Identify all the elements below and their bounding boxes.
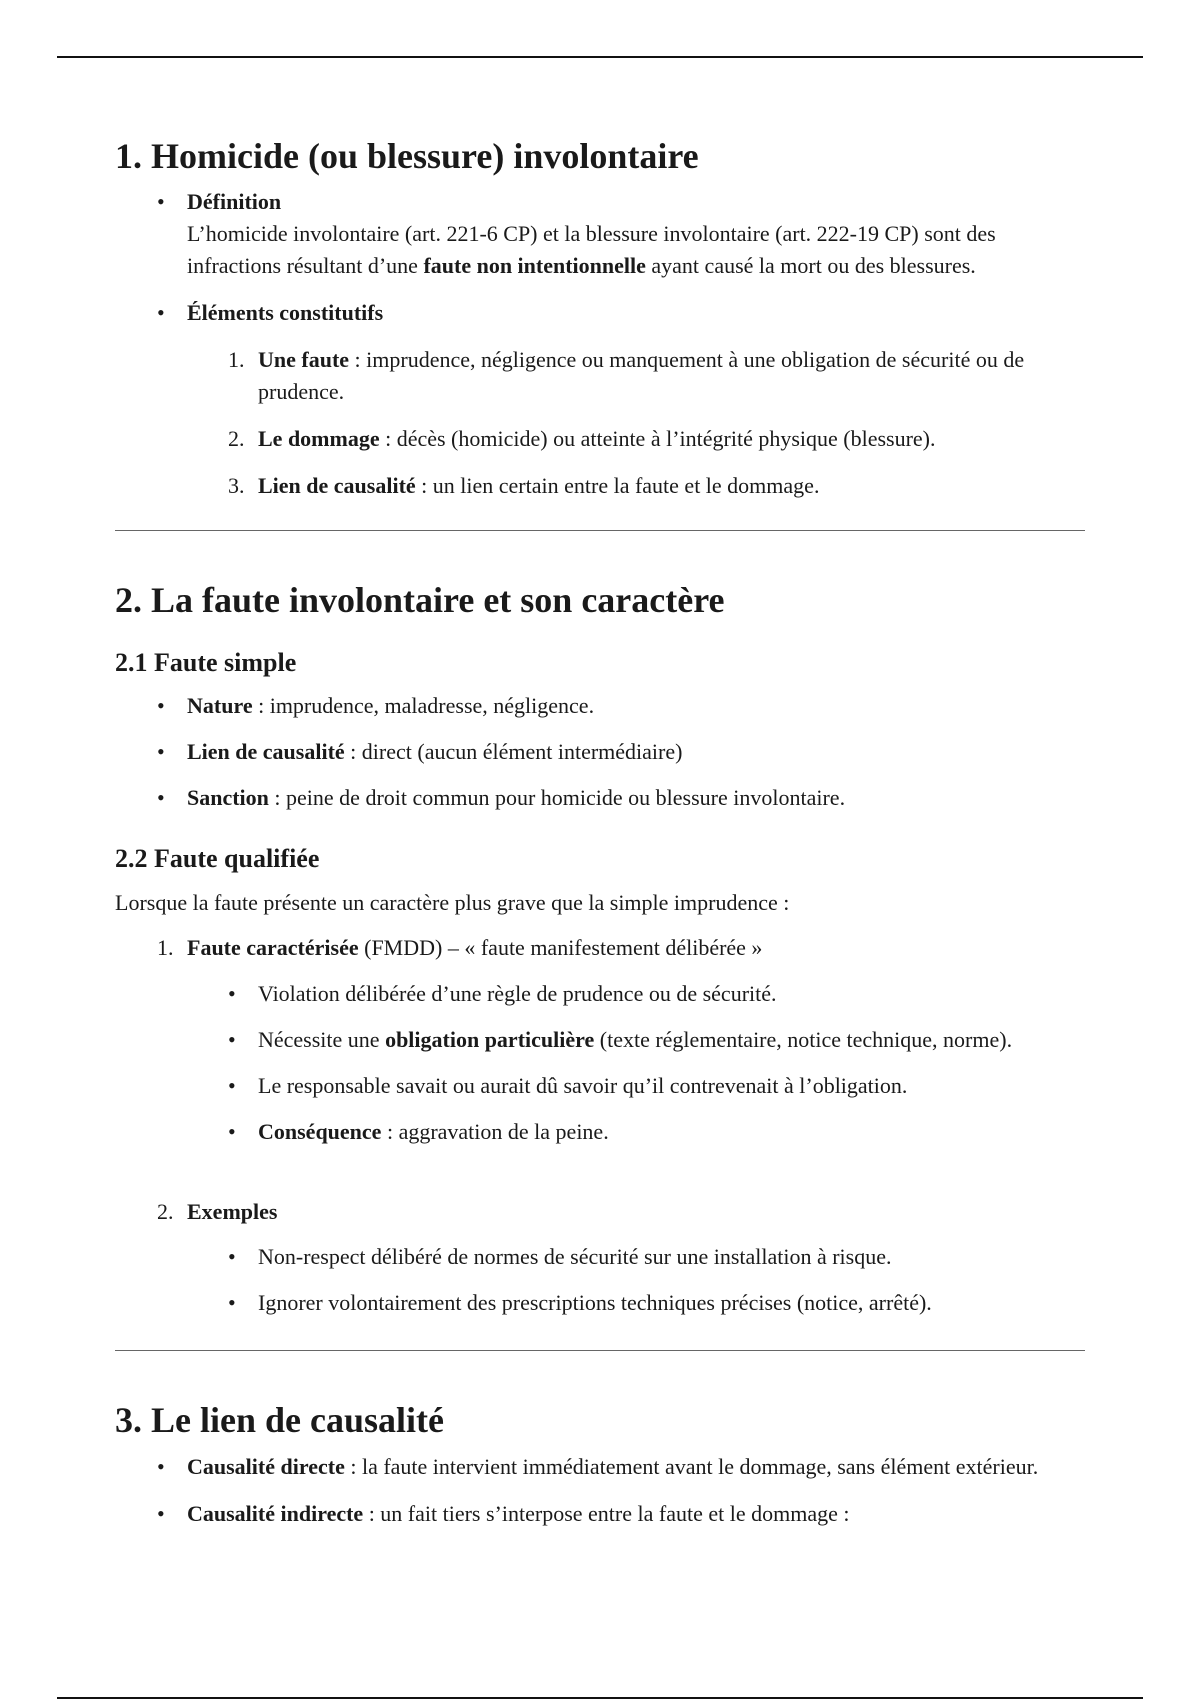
definition-label: • Définition: [187, 189, 282, 214]
item-text: Non-respect délibéré de normes de sécurité sur une installation à risque.: [258, 1244, 892, 1269]
item-text: : imprudence, négligence ou manquement à une obligation de sécurité ou de prudence.: [258, 347, 1025, 404]
list-item: [115, 1241, 1085, 1273]
list-number: 2.: [228, 426, 245, 451]
item-label: Causalité indirecte: [187, 1501, 364, 1526]
list-item: [115, 782, 1085, 814]
item-label: Lien de causalité: [258, 473, 416, 498]
item-text: Violation délibérée d’une règle de prudence ou de sécurité.: [258, 981, 777, 1006]
list-item: [115, 1498, 1085, 1530]
list-number: 1.: [228, 347, 245, 372]
elements-ordered-list: [115, 344, 1085, 502]
item-label: Sanction: [187, 785, 269, 810]
elements-item: [115, 297, 1085, 329]
item-bold: obligation particulière: [385, 1027, 595, 1052]
list-item: [115, 736, 1085, 768]
section-1-list: [115, 186, 1085, 282]
item-label: Nature: [187, 693, 253, 718]
bottom-rule: [57, 1697, 1143, 1699]
subsection-2-2-title: 2.2 Faute qualifiée: [115, 844, 320, 873]
item-text: : décès (homicide) ou atteinte à l’intégrité physique (blessure).: [379, 426, 936, 451]
item-label: Conséquence: [258, 1119, 382, 1144]
faute-qualifiee-list-1: [115, 932, 1085, 964]
item-text: Ignorer volontairement des prescriptions techniques précises (notice, arrêté).: [258, 1290, 932, 1315]
list-number: 2.: [157, 1199, 174, 1224]
definition-bold: faute non intentionnelle: [423, 253, 646, 278]
section-divider: [115, 530, 1085, 531]
faute-simple-list: [115, 690, 1085, 814]
list-number: 3.: [228, 473, 245, 498]
subsection-2-1-title: 2.1 Faute simple: [115, 648, 297, 677]
item-text-end: (texte réglementaire, notice technique, norme).: [594, 1027, 1013, 1052]
list-item: [115, 423, 1085, 455]
list-item: [115, 470, 1085, 502]
item-text: : imprudence, maladresse, négligence.: [252, 693, 595, 718]
item-text: : un fait tiers s’interpose entre la faute et le dommage :: [363, 1501, 850, 1526]
faute-qualifiee-intro: Lorsque la faute présente un caractère plus grave que la simple imprudence :: [115, 890, 790, 915]
list-item: [115, 978, 1085, 1010]
list-item: [115, 932, 1085, 964]
section-2-title: 2. La faute involontaire et son caractère: [115, 580, 725, 620]
item-text: : aggravation de la peine.: [381, 1119, 609, 1144]
elements-label: Éléments constitutifs: [187, 300, 384, 325]
section-divider: [115, 1350, 1085, 1351]
list-item: [115, 1451, 1085, 1483]
faute-caracterisee-bullets: [115, 978, 1085, 1148]
section-3-title: 3. Le lien de causalité: [115, 1400, 444, 1440]
item-text: : un lien certain entre la faute et le dommage.: [415, 473, 820, 498]
faute-qualifiee-list-2: [115, 1196, 1085, 1228]
item-label: Faute caractérisée: [187, 935, 359, 960]
list-item: [115, 1287, 1085, 1319]
item-text: : direct (aucun élément intermédiaire): [344, 739, 683, 764]
item-text: (FMDD) – « faute manifestement délibérée »: [358, 935, 763, 960]
list-item: [115, 690, 1085, 722]
elements-list: [115, 297, 1085, 329]
section-1-title: 1. Homicide (ou blessure) involontaire: [115, 136, 699, 176]
top-rule: [57, 56, 1143, 58]
exemples-bullets: [115, 1241, 1085, 1319]
definition-text-end: ayant causé la mort ou des blessures.: [645, 253, 976, 278]
item-text: : la faute intervient immédiatement avant le dommage, sans élément extérieur.: [344, 1454, 1039, 1479]
list-item: [115, 1196, 1085, 1228]
item-label: Lien de causalité: [187, 739, 345, 764]
item-label: Le dommage: [258, 426, 380, 451]
list-item: [115, 1024, 1085, 1056]
item-text: Le responsable savait ou aurait dû savoir qu’il contrevenait à l’obligation.: [258, 1073, 908, 1098]
causalite-list: [115, 1451, 1085, 1530]
item-text: : peine de droit commun pour homicide ou blessure involontaire.: [268, 785, 846, 810]
list-item: [115, 1116, 1085, 1148]
item-label: Exemples: [187, 1199, 278, 1224]
list-number: 1.: [157, 935, 174, 960]
definition-text: L’homicide involontaire (art. 221-6 CP) et la blessure involontaire (art. 222-19 CP) sont des infractions résultant d’une: [187, 221, 996, 278]
item-label: Causalité directe: [187, 1454, 345, 1479]
list-item: [115, 1070, 1085, 1102]
list-item: [115, 344, 1085, 408]
definition-item: [115, 186, 1085, 282]
item-label: Une faute: [258, 347, 350, 372]
item-text: Nécessite une: [258, 1027, 386, 1052]
